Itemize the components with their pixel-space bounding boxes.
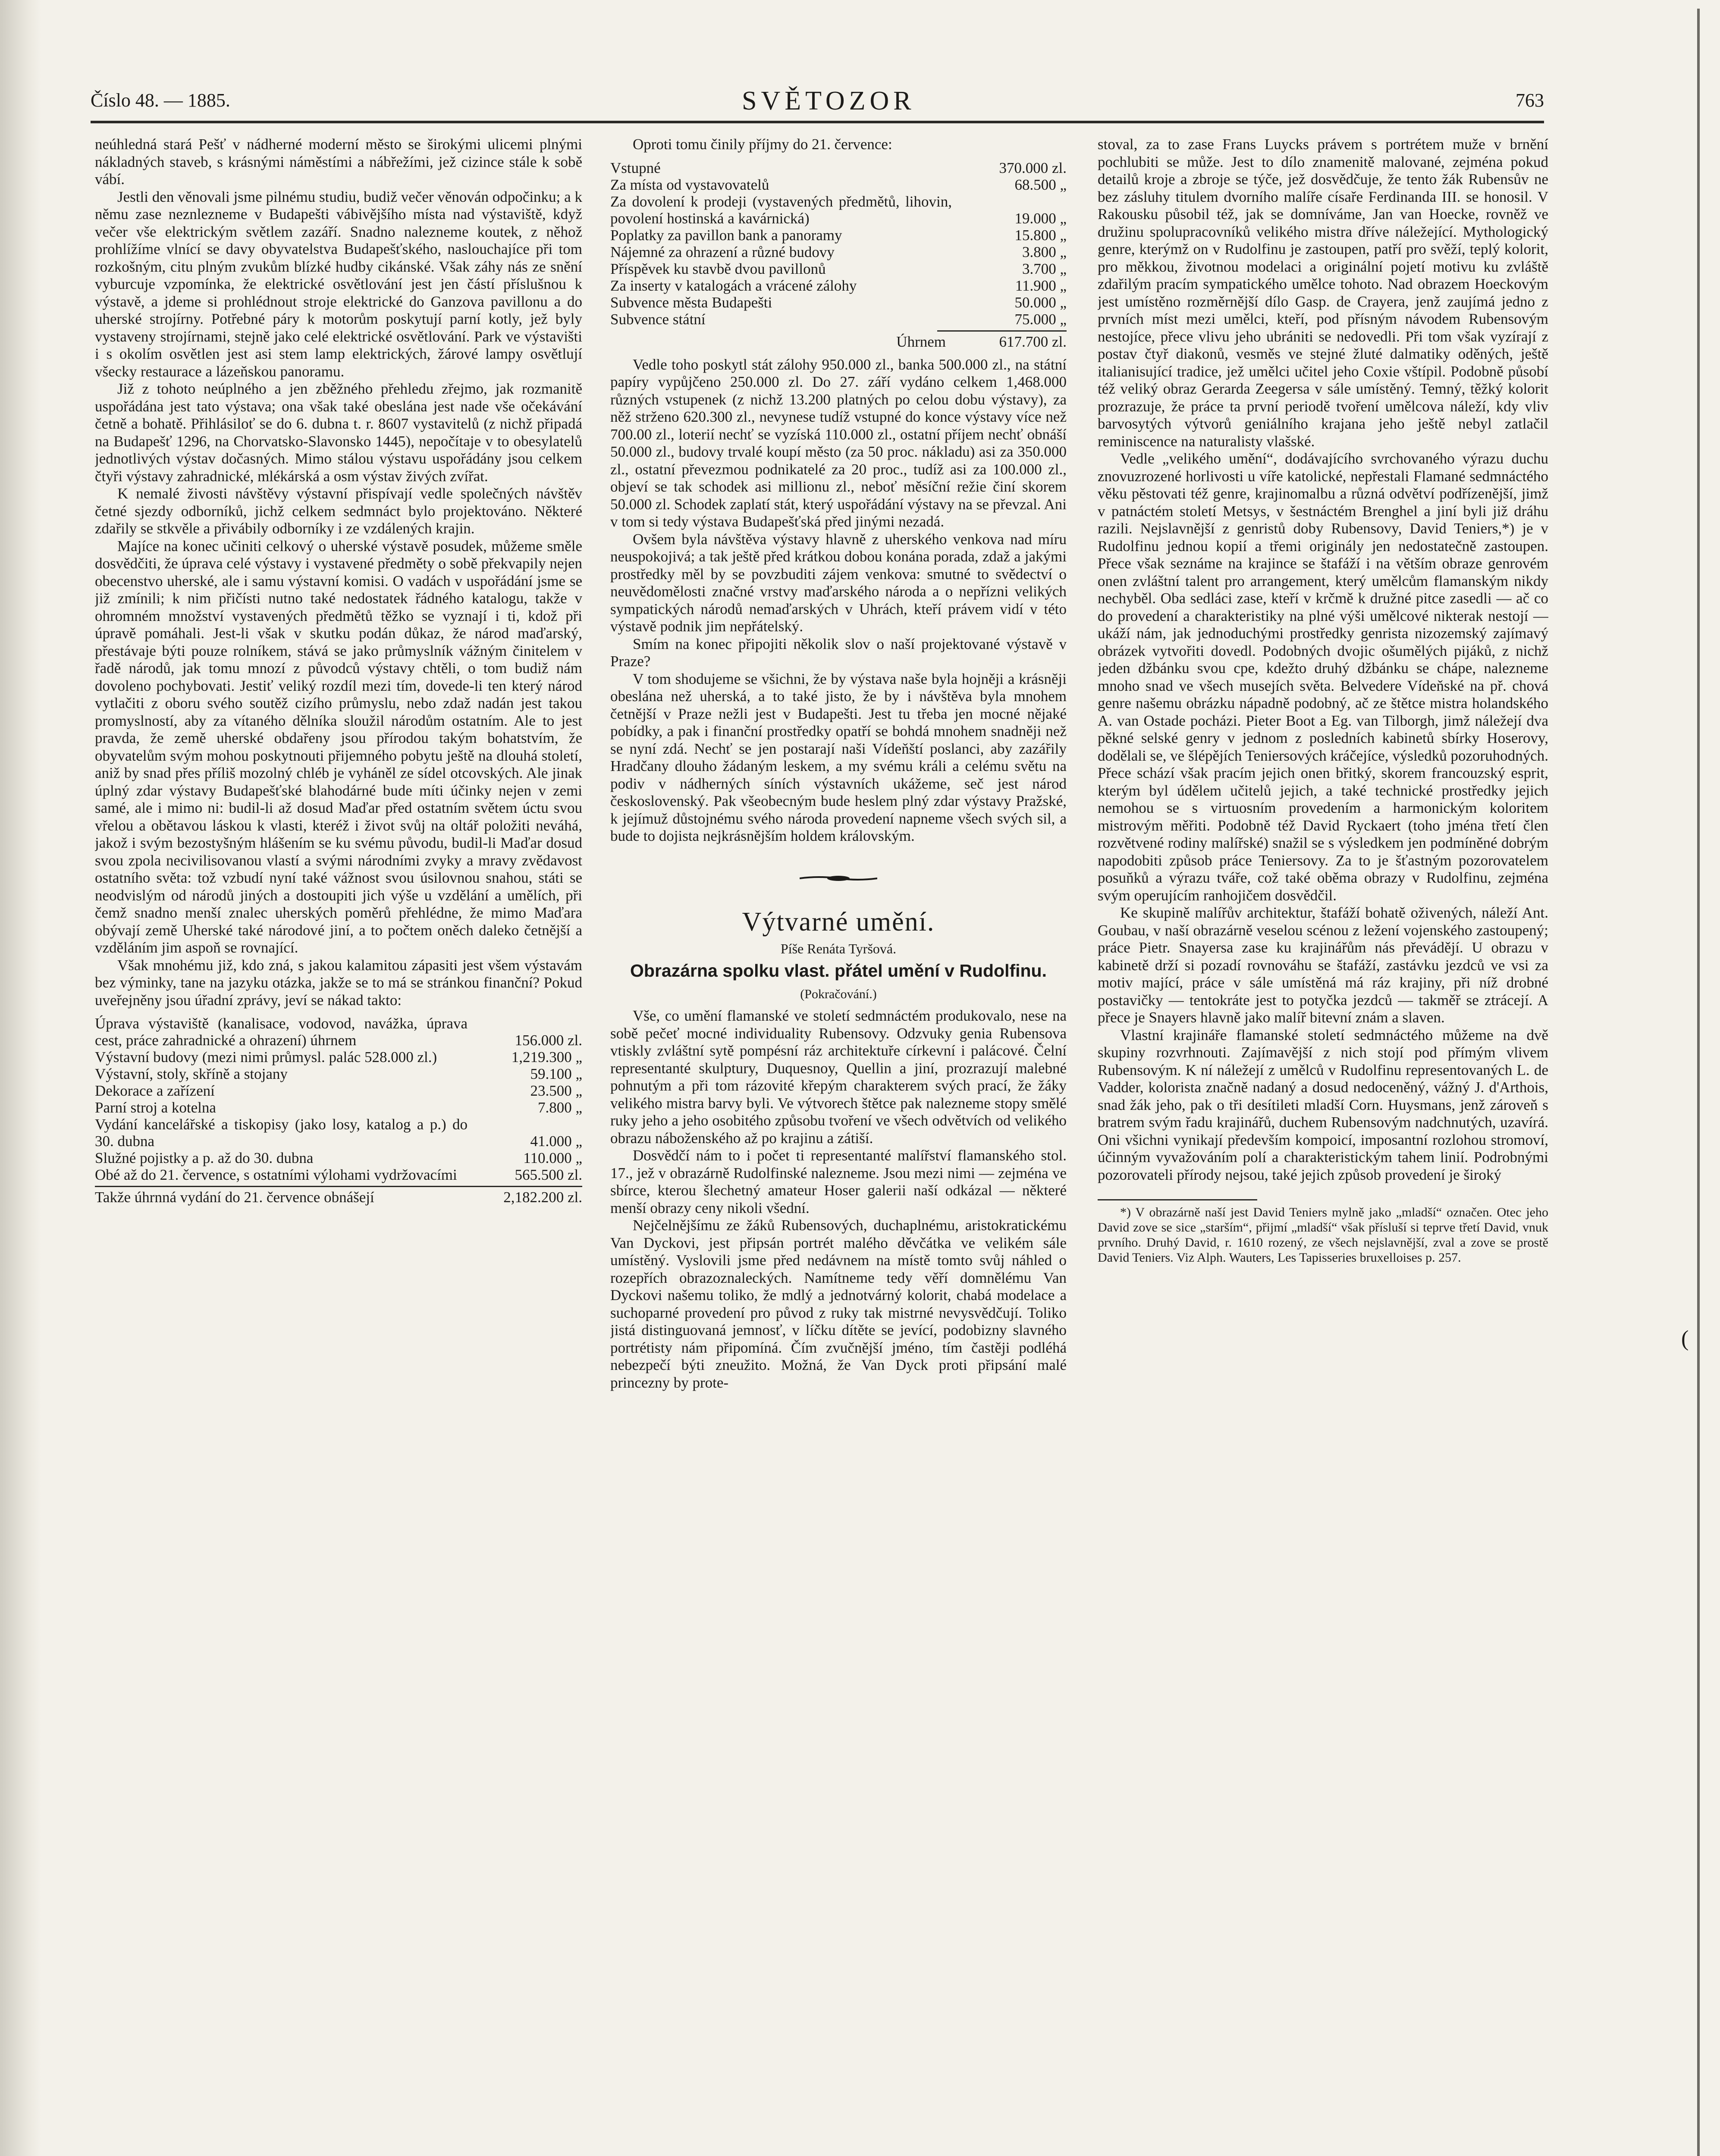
article-title: Obrazárna spolku vlast. přátel umění v Rudolfinu. [630, 961, 1047, 981]
section-divider-ornament [610, 869, 1067, 887]
expense-amount: 156.000 zl. [515, 1032, 582, 1049]
paragraph: K nemalé živosti návštěvy výstavní přispívají vedle společných návštěv četné sjezdy odborníků, jichž celkem sedmnáct bylo projektováno. Některé zdařily se stkvěle a přivábily odborníky i ze vzdálených krajin. [95, 485, 582, 537]
page-edge-rule [1697, 9, 1700, 2156]
income-amount: 11.900 „ [1015, 277, 1067, 294]
paragraph: Majíce na konec učiniti celkový o uherské výstavě posudek, můžeme směle dosvědčiti, že úprava celé výstavy i vystavené předměty o sobě překvapily nejen obecenstvo uherské, ale i samu výstavní komisi. O vadách v uspořádání jsme se již zmínili; k nim přičísti nutno také nedostatek řádného katalogu, takže v ohromném množství vystavených předmětů těžko se vyznají i ti, kdož při úpravě pomáhali. Jest-li však v skutku podán důkaz, že národ maďarský, přestávaje býti pouze rolníkem, stává se jako průmyslník vážným činitelem v řadě národů, jak tomu mnozí z původců výstavy chtěli, o tom budiž nám dovoleno pochybovati. Jestiť veliký rozdíl mezi tím, dovede-li ten který národ vytlačiti z oboru svého soutěž cizího průmyslu, nebo zdaž nadán jest takou promyslností, aby za vítaného dělníka sloužil národům ostatním. Ale to jest pravda, že země uherské obdařeny jsou přírodou takým bohatstvím, že obyvatelům svým mohou poskytnouti přijemného pobytu ještě na dlouhá století, aniž by snad přes příliš mozolný chléb je vyháněl ze sídel otcovských. Ale jinak úplný zdar výstavy Budapešťské blahodárné bude míti účinky nejen v zemi samé, ale i mimo ni: budil-li až dosud Maďar před ostatním světem úctu svou vřelou a obětavou láskou k vlasti, kteréž i život svůj na oltář položiti neváhá, jakož i svým bezostyšným hlášením se ku svému původu, budil-li Maďar dosud svou zpola necivilisovanou vlastí a svými národními zvyky a mravy zvědavost ostatního světa: tož vzbudí nyní také vážnost svou úsilovnou snahou, státi se neodvislým od národů jiných a dostoupiti jich výše u vzdělání a umělích, při čemž snadno menší znalec uherských poměrů přehlédne, že mimo Maďara obývají země Uherské také národové jiní, a to počtem oněch daleko četnější a vzděláním jim aspoň se rovnající. [95, 537, 582, 956]
footnote-rule [1098, 1199, 1257, 1205]
income-total-amount: 617.700 zl. [999, 333, 1067, 350]
income-row [610, 260, 1067, 277]
expense-label: Vydání kancelářské a tiskopisy (jako losy, katalog a p.) do 30. dubna [95, 1116, 468, 1150]
expense-amount: 565.500 zl. [515, 1166, 582, 1183]
income-label: Za místa od vystavovatelů [610, 176, 769, 193]
income-row [610, 244, 1067, 260]
paragraph: Jestli den věnovali jsme pilnému studiu, budiž večer věnován odpočinku; a k němu zase neznlezneme v Budapešti vábivějšího místa nad výstaviště, když večer vše elektrickým světlem zazáří. Snadno nalezneme koutek, z něhož prohlížíme vlnící se davy obyvatelstva Budapešťského, naslouchajíce při tom rozkošným, citu plným zvukům blízké hudby cikánské. Však záhy nás ze snění vyburcuje vzpomínka, že elektrické osvětlování jest jen částí příslušnou k výstavě, a jdeme si prohlédnout stroje elektrické do Ganzova pavillonu a do uherské strojírny. Potřebné páry k motorům poskytují parní kotly, jež byly vystaveny strojírnami, stejně jako celé elektrické osvětlování. Park ve výstavišti i s okolím osvětlen jest asi stem lamp elektrických, žárové lampy osvětlují všecky restaurace a lázeňskou panoramu. [95, 188, 582, 380]
income-label: Za inserty v katalogách a vrácené zálohy [610, 277, 857, 294]
income-label: Subvence města Budapešti [610, 294, 772, 311]
column-2 [610, 136, 1067, 2156]
paragraph: Vlastní krajináře flamanské století sedmnáctého můžeme na dvě skupiny rozvrhnouti. Zajímavější z nich stojí pod přímým vlivem Rubensovým. K ní náležejí z umělců v Rudolfinu representovaných L. de Vadder, kolorista značně nadaný a dosud nedoceněný, vážný J. d'Arthois, snad žák jeho, pak o tři desítileti mladší Corn. Huysmans, jenž zároveň s bratrem svým řadu krajinářů, duchem Rubensovým nadchnutých, uzavírá. Oni všichni vynikají především kompoicí, imposantní rozlohou stromoví, účinným vyvažováním polí a charakteristickým tahem linií. Podrobnými pozorovateli přírody nejsou, také jejich způsob provedení je široký [1098, 1026, 1548, 1183]
paragraph: Však mnohému již, kdo zná, s jakou kalamitou zápasiti jest všem výstavám bez výminky, tane na jazyku otázka, jakže se to má se stránkou finanční? Pokud uveřejněny jsou úřadní zprávy, jeví se nákad takto: [95, 956, 582, 1009]
masthead-title: SVĚTOZOR [742, 86, 916, 116]
expense-amount: 59.100 „ [530, 1065, 582, 1082]
income-row [610, 311, 1067, 328]
income-label: Příspěvek ku stavbě dvou pavillonů [610, 260, 826, 277]
income-table [610, 160, 1067, 350]
paragraph: Ke skupině malířův architektur, štafáží bohatě oživených, náleží Ant. Goubau, v naší obrazárně veselou scénou z ležení vojenského zastoupený; práce Pietr. Snayersa zase ku krajinářům nás převádějí. U obrazu v kabinetě drží si pozadí rovnováhu se štafáží, zastávku jezdců ve vsi za motiv mající, práce v sále umístěná má ráz krajiny, při níž drobné postavičky — tentokráte jest to potyčka jezdců — takměř se ztrácejí. A přece je Snayers hlavně jako malíř bitevní znám a slaven. [1098, 904, 1548, 1026]
page-fold-shadow [0, 0, 41, 2156]
header-rule [91, 121, 1544, 123]
paragraph: Oproti tomu činily příjmy do 21. července: [633, 136, 892, 153]
expense-amount: 7.800 „ [537, 1099, 582, 1116]
paragraph: V tom shodujeme se všichni, že by výstava naše byla hojněji a krásněji obeslána než uherská, a to také jisto, že by i návštěva byla mnohem četnější v Praze nežli jest v Budapešti. Jest tu třeba jen mocné nějaké pobídky, a pak i finanční prostředky opatří se bohdá mnohem snadněji než se nyní zdá. Nechť se jen postarají naši Vídeňští poslanci, aby zazářily Hradčany dlouho žádaným leskem, a my svému králi a celému světu na podiv v nádherných síních výstavních ukážeme, seč jest národ československý. Pak všeobecným bude heslem plný zdar výstavy Pražské, k jejímuž důstojnému svého národa provedení napneme všech svých sil, a bude to dojista nejkrásnějším holdem královským. [610, 670, 1067, 844]
expense-row [95, 1166, 582, 1183]
paragraph: neúhledná stará Pešť v nádherné moderní město se širokými ulicemi plnými nákladných staveb, s krásnými náměstími a nábřežími, jež cizince stále k sobě vábí. [95, 136, 582, 188]
expense-row [95, 1082, 582, 1099]
margin-mark: ( [1681, 1326, 1689, 1351]
table-rule [95, 1186, 582, 1187]
expense-label: Výstavní, stoly, skříně a stojany [95, 1065, 288, 1082]
continued-note: (Pokračování.) [800, 987, 877, 1001]
expenses-total-label: Takže úhrnná vydání do 21. července obnášejí [95, 1189, 374, 1206]
paragraph: Smím na konec připojiti několik slov o naší projektované výstavě v Praze? [610, 635, 1067, 670]
paragraph: Vše, co umění flamanské ve století sedmnáctém produkovalo, nese na sobě pečeť mocné individuality Rubensovy. Odzvuky genia Rubensova vtiskly zvláštní sytě pompésní ráz architektuře církevní i palácové. Čelní representanté skulptury, Duquesnoy, Quellin a jiní, prozrazují malebné pohnutým a při tom rázovité křepým charakterem svých prací, že žáky velikého mistra barvy byli. Ve výtvorech štětce pak nalezneme stopy smělé ruky jeho a jeho osobitého způsobu tvoření ve všech odvětvích od velikého obrazu náboženského až po krajinu a zátiší. [610, 1007, 1067, 1147]
paragraph: stoval, za to zase Frans Luycks právem s portrétem muže v brnění pochlubiti se může. Jest to dílo znamenitě malované, zejména pokud detailů kroje a zbroje se týče, jež dosvědčuje, že tento žák Rubensův ne bez zásluhy titulem dvorního malíře císaře Ferdinanda III. se honosil. V Rakousku působil též, jak se domníváme, Jan van Hoecke, rovněž ve družinu spolupracovníků velikého mistra dříve náležející. Mythologický genre, kterýmž on v Rudolfinu je zastoupen, patří pro svěží, teplý kolorit, pro měkkou, životnou modelaci a originální pojetí motivu ku zvláště zdařilým pracím sympatického umělce tohoto. Nad obrazem Hoeckovým jest umístěno rozměrnější dílo Gasp. de Crayera, jenž zaujímá jedno z prvních míst mezi umělci, kteří, pod přísným návodem Rubensovým nestojíce, přece vlivu jeho ubrániti se nedovedli. Při tom však vyzírají z postav čtyř diakonů, vesměs ve stejné žluté dalmatiky oděných, ještě italianisující tradice, jež umělci učitel jeho Coxie vštípil. Podobně působí též veliký obraz Gerarda Zeegersa v sále umístěný. Temný, těžký kolorit prozrazuje, že práce ta první periodě tvoření umělcova náleží, kdy vliv barvosytých výtvorů geniálního krajana jeho ještě nebyl zatlačil reminiscence na naturalisty vlašské. [1098, 136, 1548, 450]
expense-row [95, 1049, 582, 1065]
expense-row [95, 1099, 582, 1116]
expense-row [95, 1015, 582, 1049]
income-total-label: Úhrnem [896, 333, 946, 350]
table-rule [937, 330, 1067, 332]
income-row [610, 160, 1067, 176]
page-number: 763 [1516, 90, 1544, 111]
paragraph: Dosvědčí nám to i počet ti representanté malířství flamanského stol. 17., jež v obrazárně Rudolfinské nalezneme. Jsou mezi nimi — zejména ve sbírce, kterou šlechetný amateur Hoser galerii naší odkázal — některé menší obrazy ceny nikoli všední. [610, 1147, 1067, 1216]
expense-row [95, 1116, 582, 1150]
expense-label: Parní stroj a kotelna [95, 1099, 216, 1116]
income-amount: 75.000 „ [1014, 310, 1067, 328]
income-amount: 15.800 „ [1014, 226, 1067, 244]
expense-label: Obé až do 21. července, s ostatními výlohami vydržovacími [95, 1166, 457, 1183]
footnote: *) V obrazárně naší jest David Teniers mylně jako „mladší“ označen. Otec jeho David zove se sice „starším“, přijmí „mladší“ však přísluší si teprve třetí David, vnuk prvního. Druhý David, r. 1610 rozený, ze všech nejslavnější, zval a zove se prostě David Teniers. Viz Alph. Wauters, Les Tapisseries bruxelloises p. 257. [1098, 1205, 1548, 1265]
income-label: Vstupné [610, 159, 661, 176]
paragraph: Vedle toho poskytl stát zálohy 950.000 zl., banka 500.000 zl., na státní papíry vypůjčeno 250.000 zl. Do 27. září vydáno celkem 1,468.000 různých vstupenek (z nichž 13.200 platných po celou dobu výstavy), za něž strženo 620.300 zl., nevynese tudíž vstupné do konce výstavy více než 700.00 zl., loterií nechť se vyzíská 110.000 zl., ostatní příjem nechť obnáší 50.000 zl., budovy trvalé koupí město (za 50 proc. nákladu) asi za 350.000 zl., ostatní převezmou podnikatelé za 20 proc., tudíž asi za 100.000 zl., objeví se tak schodek asi millionu zl., neboť měsíční režie činí skorem 50.000 zl. Schodek zaplatí stát, který uspořádání výstavy na se převzal. Ani v tom si tedy výstava Budapešťská před jinými nezadá. [610, 356, 1067, 530]
expense-amount: 110.000 „ [523, 1150, 582, 1166]
section-title: Výtvarné umění. [742, 907, 935, 937]
income-label: Subvence státní [610, 310, 706, 328]
expense-row [95, 1065, 582, 1082]
income-amount: 50.000 „ [1014, 294, 1067, 311]
expenses-total-amount: 2,182.200 zl. [503, 1189, 582, 1206]
expenses-total-row [95, 1189, 582, 1206]
income-row [610, 277, 1067, 294]
expense-label: Služné pojistky a p. až do 30. dubna [95, 1150, 314, 1166]
income-label: Poplatky za pavillon bank a panoramy [610, 226, 842, 244]
income-row [610, 227, 1067, 244]
income-total-row [610, 333, 1067, 350]
article-byline: Píše Renáta Tyršová. [780, 941, 897, 956]
expense-row [95, 1150, 582, 1166]
income-amount: 19.000 „ [1014, 210, 1067, 227]
income-amount: 370.000 zl. [999, 159, 1067, 176]
expense-amount: 41.000 „ [530, 1133, 582, 1150]
page-header [91, 84, 1544, 119]
expense-label: Výstavní budovy (mezi nimi průmysl. palác 528.000 zl.) [95, 1049, 437, 1065]
expense-label: Dekorace a zařízení [95, 1082, 215, 1099]
expenses-table [95, 1015, 582, 1206]
income-row [610, 176, 1067, 193]
paragraph: Již z tohoto neúplného a jen zběžného přehledu zřejmo, jak rozmanitě uspořádána jest tato výstava; ona však také obeslána jest nade vše očekávání četně a bohatě. Přihlásiloť se do 6. dubna t. r. 8607 vystavitelů (z nichž připadá na Budapešť 1296, na Chorvatsko-Slavonsko 1445), nepočítaje v to obesylatelů jednotlivých výstav dočasných. Mimo stálou výstavu uspořádány jsou celkem čtyři výstavy zahradnické, mlékárská a osm výstav živých zvířat. [95, 380, 582, 485]
income-amount: 3.700 „ [1022, 260, 1067, 277]
expense-amount: 1,219.300 „ [511, 1049, 582, 1065]
paragraph: Vedle „velikého umění“, dodávajícího svrchovaného výrazu duchu znovuzrozené horlivosti u víře katolické, nepřestali Flamané sedmnáctého věku pěstovati též genre, krajinomalbu a různá odvětví podřízenější, jimž v patnáctém století Metsys, v šestnáctém Brenghel a jiní byli již dráhu razili. Nejslavnější z genristů doby Rubensovy, David Teniers,*) je v Rudolfinu jednou kopií a třemi originály jen nedostatečně zastoupen. Přece však seznáme na krajince se štafáží i na větším obraze genrovém onen zvláštní talent pro arrangement, který umělcům flamanským nikdy nechyběl. Oba sedláci zase, kteří v krčmě k družné pitce zasedli — ač co do provedení a charakteristiky na plné výši umělcové nikterak nestojí — ukáží nám, jak jednoduchými prostředky genrista nizozemský zajímavý obrázek vytvořiti dovedl. Podobných dvojic ošumělých pijáků, z nichž jeden džbánku svou cpe, kdežto druhý džbánku se chápe, nalezneme mnoho snad ve všech musejích světa. Belvedere Vídeňské na př. chová genre našemu obrázku nápadně podobný, ač ze štětce mistra holandského A. van Ostade pocházi. Pieter Boot a Eg. van Tilborgh, jimž náležejí dva pěkné selské genry v jednom z posledních kabinetů sbírky Hoserovy, dodělali se, ve šlépějích Teniersových kráčejíce, výsledků pozoruhodných. Přece schází však pracím jejich onen břitký, skorem francouzský esprit, kterým byl údělem učitelů jejich, a také technické prostředky jejich nemohou se s virtuosním provedením a harmonickým koloritem mistrovým měřiti. Podobně též David Ryckaert (toho jména třetí člen rozvětvené rodiny malířské) snažil se s výsledkem jen podmíněné dobrým napodobiti způsob práce Teniersovy. Za to je šťastným pozorovatelem posuňků a výrazu tváře, což také oběma obrazy v Rudolfinu, zejména svým operujícím ranhojičem dosvědčil. [1098, 450, 1548, 904]
paragraph: Ovšem byla návštěva výstavy hlavně z uherského venkova nad míru neuspokojivá; a tak ještě před krátkou dobou konána porada, zdaž a jakými prostředky měl by se povzbuditi zájem venkova: smutné to svědectví o neuvědomělosti značné vrstvy maďarského národa a o nepřízni velikých sympatických národů nemaďarských v Uhrách, kteří právem vidí v této výstavě podnik jim nepřátelský. [610, 530, 1067, 635]
column-3 [1098, 136, 1548, 2156]
income-amount: 3.800 „ [1022, 243, 1067, 260]
paragraph: Nejčelnějšímu ze žáků Rubensových, duchaplnému, aristokratickému Van Dyckovi, jest připsán portrét malého děvčátka ve velikém sále umístěný. Vyslovili jsme před nedávnem na místě tomto svůj náhled o rozepřích obrazoznaleckých. Namítneme tedy věří domnělému Van Dyckovi našemu toliko, že mdlý a jednotvárný kolorit, chabá modelace a suchoparné provedení pro původ z ruky tak mistrné nevysvědčují. Toliko jistá distinguovaná jemnosť, v líčku dítěte se jevící, podobizny slavného portrétisty nám připomíná. Čím zvučnější jméno, tím častěji podléhá nebezpečí býti zneužito. Možná, že Van Dyck proti připsání malé princezny by prote- [610, 1217, 1067, 1391]
expense-label: Úprava výstaviště (kanalisace, vodovod, navážka, úprava cest, práce zahradnické a ohrazení) úhrnem [95, 1015, 468, 1049]
income-label: Za dovolení k prodeji (vystavených předmětů, lihovin, povolení hostinská a kavárnická) [610, 193, 952, 227]
column-1 [95, 136, 582, 2156]
issue-number: Číslo 48. — 1885. [91, 90, 230, 111]
expense-amount: 23.500 „ [530, 1082, 582, 1099]
income-row [610, 294, 1067, 311]
income-label: Nájemné za ohrazení a různé budovy [610, 243, 835, 260]
income-amount: 68.500 „ [1014, 176, 1067, 193]
divider-ornament-icon [800, 874, 877, 883]
income-row [610, 193, 1067, 227]
